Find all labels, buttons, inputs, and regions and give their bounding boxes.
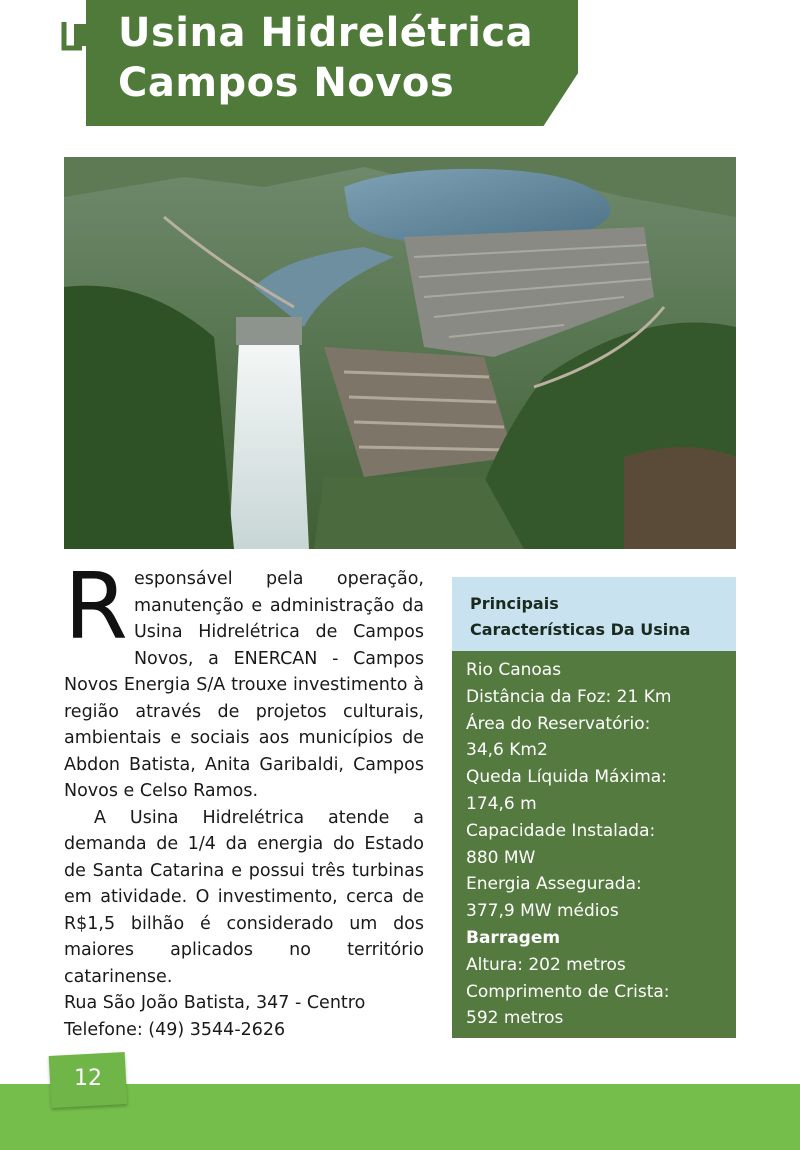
info-line: 880 MW	[466, 847, 536, 868]
paragraph-1	[64, 553, 424, 805]
page-title	[118, 8, 578, 108]
page-number: 12	[74, 1066, 102, 1091]
info-line: 592 metros	[466, 1008, 564, 1029]
info-line: 377,9 MW médios	[466, 901, 619, 922]
info-line: 34,6 Km2	[466, 740, 548, 761]
info-line: Comprimento de Crista:	[466, 981, 670, 1002]
body-text	[64, 553, 424, 1043]
p2-text: A Usina Hidrelétrica atende a demanda de 1/4 da energia do Estado de Santa Catarina e possui três turbinas em atividade. O investimento, cerca de R$1,5 bilhão é considerado um dos maiores aplicados no território catarinense.	[64, 807, 424, 987]
title-line-2: Campos Novos	[118, 60, 455, 106]
info-line: Distância da Foz: 21 Km	[466, 686, 672, 707]
info-line: Energia Assegurada:	[466, 874, 642, 895]
title-line-1: Usina Hidrelétrica	[118, 10, 534, 56]
arrow-bracket-icon	[60, 18, 104, 52]
paragraph-2-lines	[64, 805, 424, 991]
info-box-header	[452, 577, 736, 651]
phone-line: Telefone: (49) 3544-2626	[64, 1019, 286, 1040]
p1-text: esponsável pela operação, manutenção e administração da Usina Hidrelétrica de Campos Novos, a ENERCAN - Campos Novos Energia S/A trouxe investimento à região através de projetos culturais, ambientais e sociais aos municípios de Abdon Batista, Anita Garibaldi, Campos Novos e Celso Ramos.	[64, 569, 424, 801]
info-line: Altura: 202 metros	[466, 954, 626, 975]
info-line: 174,6 m	[466, 793, 537, 814]
info-line: Queda Líquida Máxima:	[466, 767, 667, 788]
info-title-line-1: Principais	[470, 594, 559, 613]
info-line: Rio Canoas	[466, 660, 562, 680]
dam-photo-icon	[64, 157, 736, 549]
paragraph-2	[64, 805, 424, 991]
dropcap: R	[64, 553, 128, 660]
info-section-heading: Barragem	[466, 927, 561, 948]
info-title-line-2: Características Da Usina	[470, 620, 691, 639]
dam-photo	[64, 157, 736, 549]
info-box-body	[452, 651, 736, 1038]
info-line: Capacidade Instalada:	[466, 820, 656, 841]
info-line: Área do Reservatório:	[466, 713, 651, 734]
address-line: Rua São João Batista, 347 - Centro	[64, 993, 366, 1013]
